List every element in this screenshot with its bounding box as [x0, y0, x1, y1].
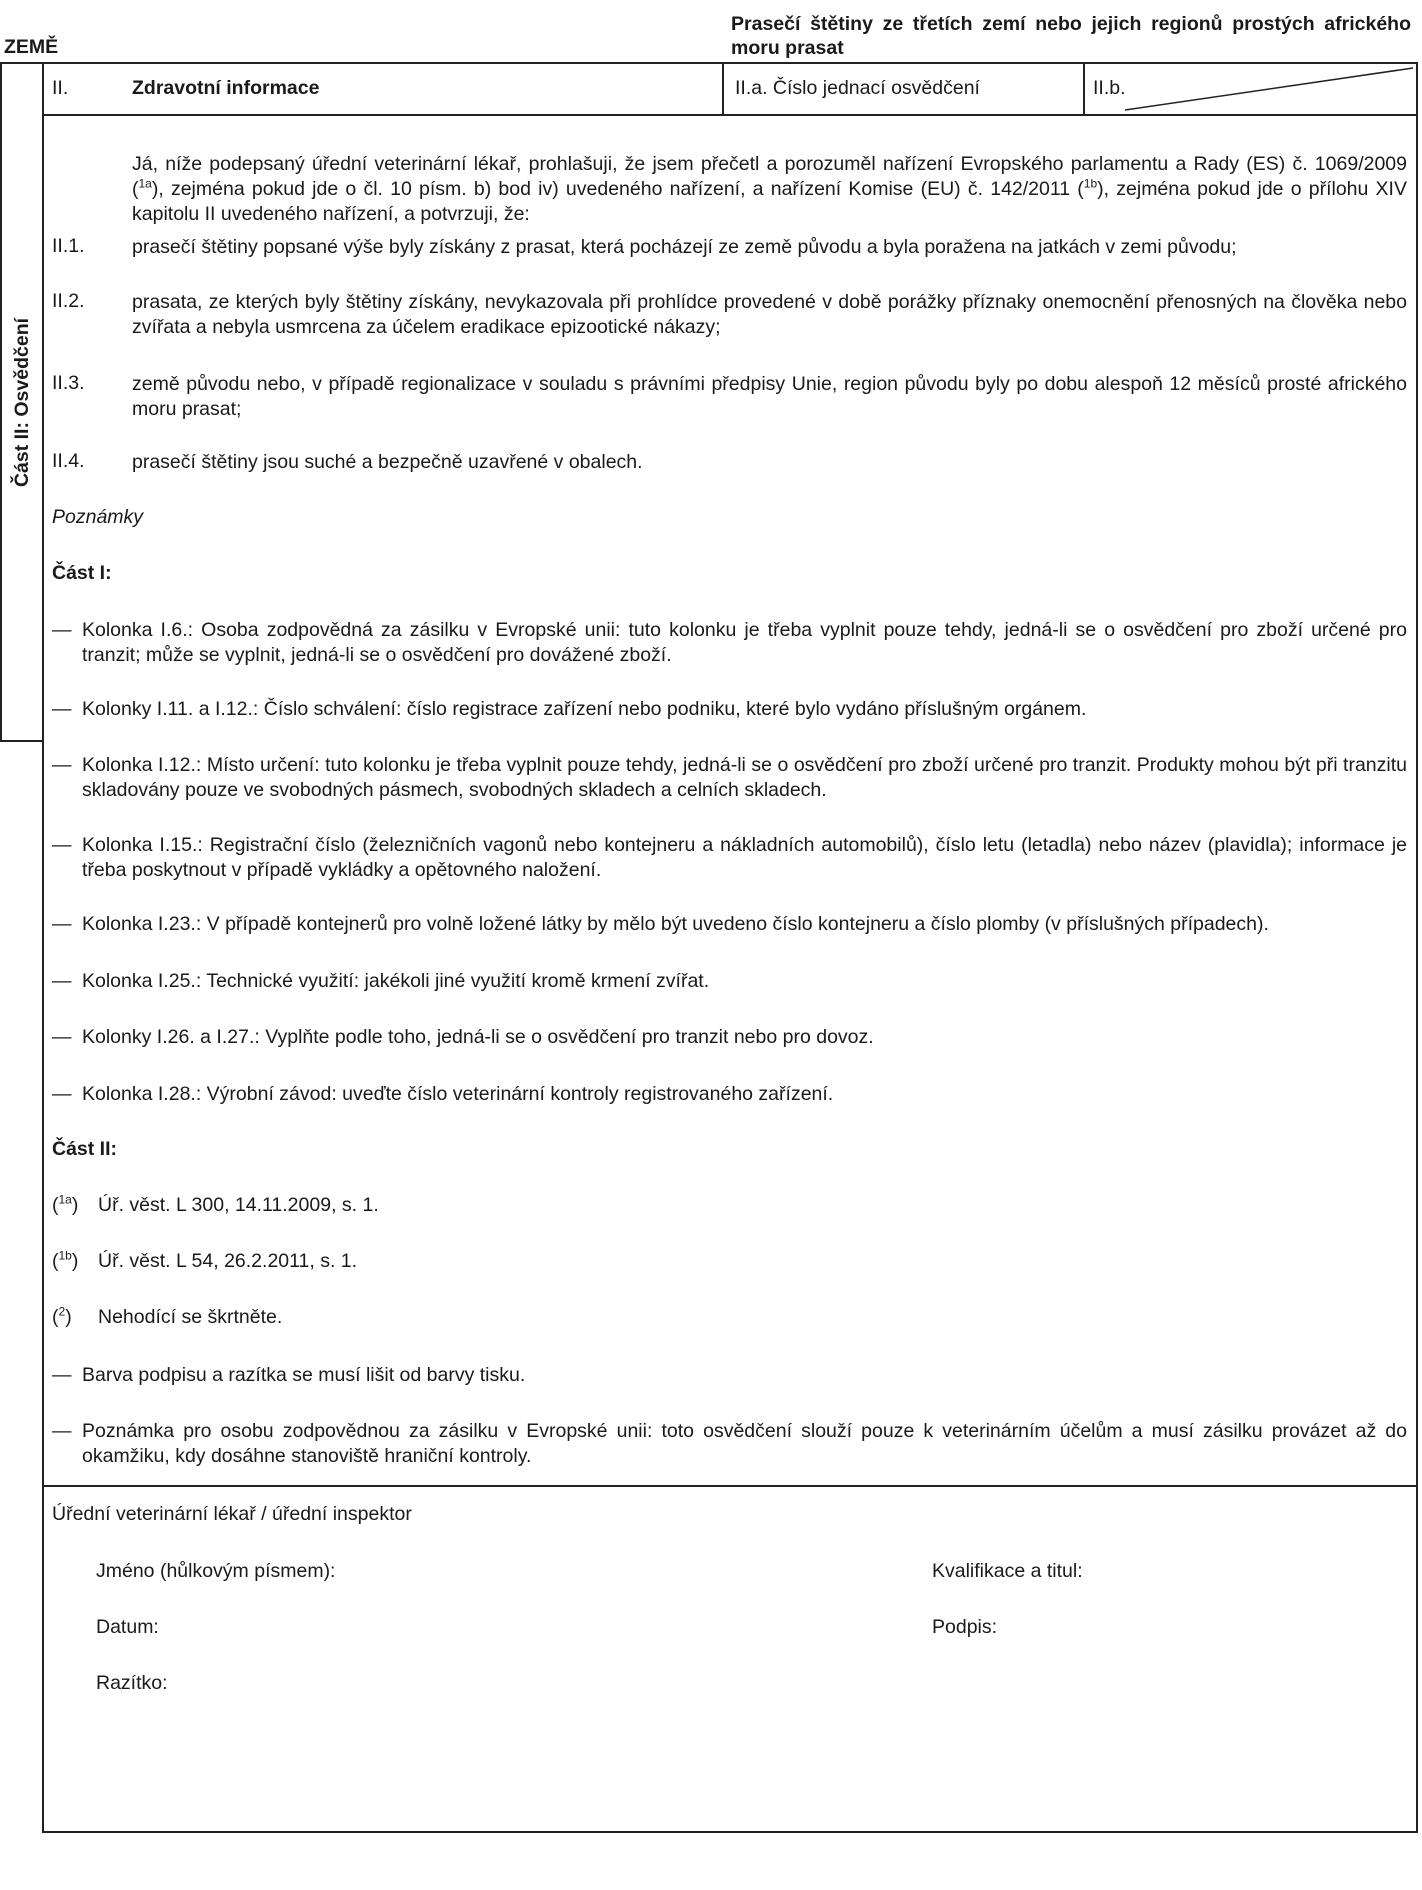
dash: —	[52, 1364, 72, 1386]
footnote-text: Nehodící se škrtněte.	[98, 1306, 283, 1328]
footnote-mark-value: 1b	[58, 1248, 72, 1263]
item-text: prasečí štětiny jsou suché a bezpečně uzavřené v obalech.	[132, 451, 643, 473]
dash: —	[52, 1420, 72, 1442]
note-text: Kolonky I.11. a I.12.: Číslo schválení: číslo registrace zařízení nebo podniku, které bylo vydáno příslušným orgánem.	[82, 698, 1087, 720]
dash: —	[52, 913, 72, 935]
footnote-mark	[52, 1250, 78, 1273]
country-label: ZEMĚ	[4, 36, 59, 58]
footnote-text: Úř. věst. L 300, 14.11.2009, s. 1.	[98, 1194, 379, 1216]
note-item	[52, 1025, 1407, 1050]
header-divider-2	[1083, 62, 1085, 116]
paren-close: )	[71, 1194, 79, 1216]
notes-heading: Poznámky	[52, 506, 144, 528]
note-text: Kolonka I.23.: V případě kontejnerů pro volně ložené látky by mělo být uvedeno číslo kontejneru a číslo plomby (v příslušných případech).	[82, 913, 1269, 935]
signature-box-top	[42, 1485, 1418, 1487]
item-number: II.3.	[52, 372, 85, 394]
frame-top	[0, 62, 1418, 64]
dash: —	[52, 619, 72, 641]
section-ref-b: II.b.	[1093, 77, 1126, 99]
footnote-mark	[52, 1194, 78, 1217]
notes-part1-heading: Část I:	[52, 562, 112, 584]
paren-open: (	[52, 1250, 59, 1272]
certificate-reference-label: II.a. Číslo jednací osvědčení	[735, 77, 980, 99]
item-text: prasata, ze kterých byly štětiny získány, nevykazovala při prohlídce provedené v době porážky příznaky onemocnění přenosných na člověka nebo zvířata a nebyla usmrcena za účelem eradikace epizootické nákazy;	[132, 291, 1407, 338]
footnote-mark-value: 1a	[58, 1192, 72, 1207]
note-text: Kolonka I.6.: Osoba zodpovědná za zásilku v Evropské unii: tuto kolonku je třeba vyplnit pouze tehdy, jedná-li se o osvědčení pro zboží určené pro tranzit; může se vyplnit, jedná-li se o osvědčení pro dovážené zboží.	[82, 619, 1407, 666]
intro-text-1: Já, níže podepsaný úřední veterinární lékař, prohlašuji, že jsem přečetl a porozuměl nařízení Evropského parlamentu a Rady (ES) č. 1069/2009 (	[132, 153, 1407, 200]
note-item	[52, 912, 1407, 937]
note-item	[52, 697, 1407, 722]
header-divider-1	[722, 62, 724, 116]
date-field-label: Datum:	[96, 1616, 159, 1638]
note-text: Poznámka pro osobu zodpovědnou za zásilku v Evropské unii: toto osvědčení slouží pouze k veterinárním účelům a musí zásilku provázet až do okamžiku, kdy dosáhne stanoviště hraniční kontroly.	[82, 1420, 1407, 1467]
paren-close: )	[71, 1250, 79, 1272]
paren-open: (	[52, 1306, 59, 1328]
note-item	[52, 1419, 1407, 1469]
document-title: Prasečí štětiny ze třetích zemí nebo jejich regionů prostých afrického moru prasat	[731, 13, 1411, 59]
side-label	[4, 64, 42, 741]
note-item	[52, 753, 1407, 803]
section-number: II.	[52, 77, 69, 99]
footnote-mark	[52, 1306, 72, 1329]
section-header-bottom	[42, 114, 1418, 116]
note-item	[52, 969, 1407, 994]
note-text: Kolonka I.12.: Místo určení: tuto kolonku je třeba vyplnit pouze tehdy, jedná-li se o osvědčení pro zboží určené pro tranzit. Produkty mohou být při tranzitu skladovány pouze ve svobodných pásmech, svobodných skladech a celních skladech.	[82, 754, 1407, 801]
paren-open: (	[52, 1194, 59, 1216]
signature-field-label: Podpis:	[932, 1616, 998, 1638]
dash: —	[52, 698, 72, 720]
note-item	[52, 1363, 1407, 1388]
item-number: II.2.	[52, 290, 85, 312]
side-label-text: Část II: Osvědčení	[11, 317, 34, 488]
dash: —	[52, 834, 72, 856]
dash: —	[52, 1026, 72, 1048]
frame-left-inner	[42, 62, 44, 1833]
footnote-mark-value: 2	[58, 1304, 66, 1319]
note-text: Kolonka I.15.: Registrační číslo (železničních vagonů nebo kontejneru a nákladních automobilů), číslo letu (letadla) nebo název (plavidla); informace je třeba poskytnout v případě vykládky a opětovného naložení.	[82, 834, 1407, 881]
note-text: Barva podpisu a razítka se musí lišit od barvy tisku.	[82, 1364, 526, 1386]
intro-paragraph	[132, 152, 1407, 227]
item-text: země původu nebo, v případě regionalizace v souladu s právními předpisy Unie, region původu byly po dobu alespoň 12 měsíců prosté afrického moru prasat;	[132, 373, 1407, 420]
dash: —	[52, 970, 72, 992]
footnote-text: Úř. věst. L 54, 26.2.2011, s. 1.	[98, 1250, 358, 1272]
notes-part2-heading: Část II:	[52, 1138, 118, 1160]
frame-left-outer	[0, 62, 2, 742]
note-text: Kolonka I.28.: Výrobní závod: uveďte číslo veterinární kontroly registrovaného zařízení.	[82, 1083, 834, 1105]
dash: —	[52, 1083, 72, 1105]
intro-text-3: ), zejména pokud jde o přílohu XIV kapitolu II uvedeného nařízení, a potvrzuji, že:	[132, 178, 1407, 225]
item-number: II.4.	[52, 450, 85, 472]
note-text: Kolonka I.25.: Technické využití: jakékoli jiné využití kromě krmení zvířat.	[82, 970, 710, 992]
name-field-label: Jméno (hůlkovým písmem):	[96, 1560, 336, 1582]
signature-block-title: Úřední veterinární lékař / úřední inspektor	[52, 1503, 412, 1525]
intro-text-2: ), zejména pokud jde o čl. 10 písm. b) bod iv) uvedeného nařízení, a nařízení Komise (EU) č. 142/2011 (	[151, 178, 1084, 200]
strike-diagonal	[1125, 66, 1415, 112]
qualification-field-label: Kvalifikace a titul:	[932, 1560, 1083, 1582]
frame-bottom	[42, 1831, 1418, 1833]
note-item	[52, 618, 1407, 668]
note-item	[52, 1082, 1407, 1107]
note-text: Kolonky I.26. a I.27.: Vyplňte podle toho, jedná-li se o osvědčení pro tranzit nebo pro dovoz.	[82, 1026, 874, 1048]
intro-footnote-ref-1b: 1b	[1083, 176, 1098, 191]
note-item	[52, 833, 1407, 883]
paren-close: )	[65, 1306, 72, 1328]
item-text: prasečí štětiny popsané výše byly získány z prasat, která pocházejí ze země původu a byla poražena na jatkách v zemi původu;	[132, 236, 1237, 258]
dash: —	[52, 754, 72, 776]
intro-footnote-ref-1a: 1a	[138, 176, 152, 191]
section-title: Zdravotní informace	[132, 77, 320, 99]
stamp-field-label: Razítko:	[96, 1672, 168, 1694]
frame-right	[1416, 62, 1418, 1833]
item-number: II.1.	[52, 235, 85, 257]
